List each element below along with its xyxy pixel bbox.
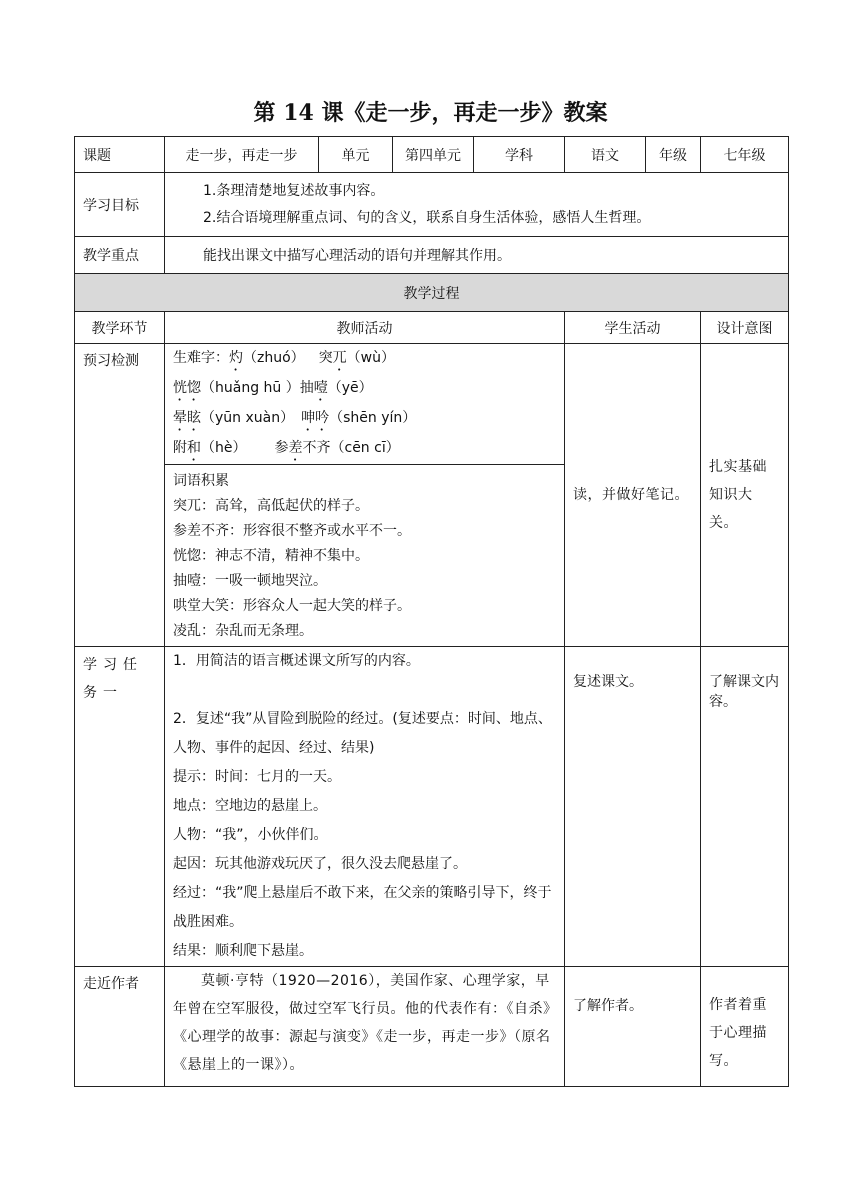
unit-value: 第四单元 (393, 137, 474, 173)
grade-value: 七年级 (701, 137, 789, 173)
author-student: 了解作者。 (565, 967, 701, 1087)
char-line: 生难字：灼（zhuó） 突兀（wù） (173, 350, 395, 366)
subject-value: 走一步，再走一步 (165, 137, 319, 173)
preview-row (75, 344, 789, 465)
vocab-item: 凌乱：杂乱而无条理。 (173, 623, 313, 639)
grade-label: 年级 (646, 137, 701, 173)
author-design: 作者着重于心理描写。 (701, 967, 789, 1087)
header-row (75, 137, 789, 173)
task1-hint: 经过：“我”爬上悬崖后不敢下来，在父亲的策略引导下，终于战胜困难。 (173, 885, 552, 930)
process-header-row (75, 312, 789, 344)
focus-label: 教学重点 (75, 237, 165, 274)
task1-hint: 地点：空地边的悬崖上。 (173, 798, 327, 814)
page-title: 第 14 课《走一步，再走一步》教案 (253, 100, 608, 126)
preview-chars (165, 344, 565, 465)
goals-content (165, 173, 789, 237)
author-row (75, 967, 789, 1087)
focus-text: 能找出课文中描写心理活动的语句并理解其作用。 (165, 237, 789, 274)
discipline-label: 学科 (474, 137, 565, 173)
discipline-value: 语文 (565, 137, 646, 173)
col-teacher: 教师活动 (165, 312, 565, 344)
focus-row (75, 237, 789, 274)
goal-item: 2.结合语境理解重点词、句的含义，联系自身生活体验，感悟人生哲理。 (203, 209, 651, 226)
col-design: 设计意图 (701, 312, 789, 344)
preview-stage: 预习检测 (75, 344, 165, 647)
vocab-item: 抽噎：一吸一顿地哭泣。 (173, 573, 327, 589)
task1-hint: 人物：“我”，小伙伴们。 (173, 827, 328, 843)
char-line: 附和（hè） 参差不齐（cēn cī） (173, 440, 400, 456)
task1-hint: 结果：顺利爬下悬崖。 (173, 943, 313, 959)
vocab-block (165, 465, 565, 647)
vocab-item: 恍惚：神志不清，精神不集中。 (173, 548, 369, 564)
char-line: 恍惚（huǎng hū ）抽噎（yē） (173, 380, 373, 396)
vocab-title: 词语积累 (173, 473, 229, 489)
preview-design: 扎实基础知识大关。 (701, 344, 789, 647)
task1-q1: 1．用简洁的语言概述课文所写的内容。 (173, 653, 420, 669)
lesson-plan-table (74, 136, 789, 1087)
goals-row (75, 173, 789, 237)
char-line: 晕眩（yūn xuàn） 呻吟（shēn yín） (173, 410, 417, 426)
task1-stage: 学习任务一 (75, 647, 165, 967)
col-stage: 教学环节 (75, 312, 165, 344)
task1-q2: 2．复述“我”从冒险到脱险的经过。(复述要点：时间、地点、人物、事件的起因、经过、结果) (173, 711, 552, 756)
author-text: 莫顿·亨特（1920—2016），美国作家、心理学家，早年曾在空军服役，做过空军飞行员。他的代表作有：《自杀》《心理学的故事：源起与演变》《走一步，再走一步》（原名《悬崖上的一课》）。 (165, 967, 565, 1087)
vocab-item: 参差不齐：形容很不整齐或水平不一。 (173, 523, 411, 539)
goal-item: 1.条理清楚地复述故事内容。 (203, 182, 385, 199)
author-stage: 走近作者 (75, 967, 165, 1087)
unit-label: 单元 (319, 137, 393, 173)
vocab-item: 突兀：高耸，高低起伏的样子。 (173, 498, 369, 514)
col-student: 学生活动 (565, 312, 701, 344)
process-section-title: 教学过程 (75, 274, 789, 312)
preview-student: 读，并做好笔记。 (565, 344, 701, 647)
task1-hint: 提示：时间：七月的一天。 (173, 769, 341, 785)
task1-teacher (165, 647, 565, 967)
task1-design: 了解课文内容。 (701, 647, 789, 967)
process-section-row (75, 274, 789, 312)
task1-student: 复述课文。 (565, 647, 701, 967)
task1-row (75, 647, 789, 967)
vocab-item: 哄堂大笑：形容众人一起大笑的样子。 (173, 598, 411, 614)
goals-label: 学习目标 (75, 173, 165, 237)
subject-label: 课题 (75, 137, 165, 173)
task1-hint: 起因：玩其他游戏玩厌了，很久没去爬悬崖了。 (173, 856, 467, 872)
